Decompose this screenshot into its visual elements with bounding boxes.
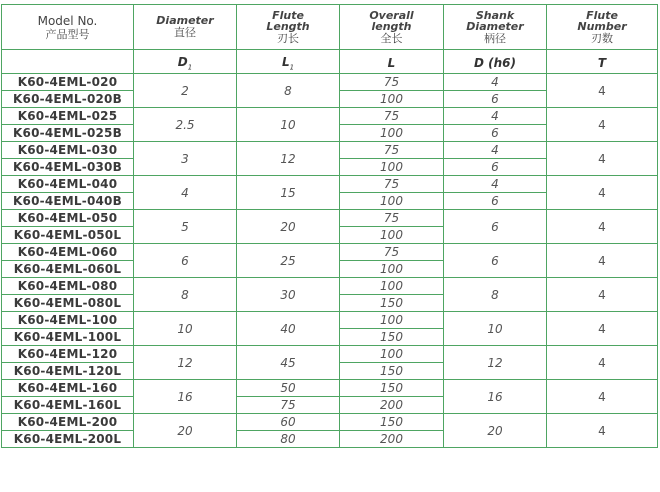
symbol-flute-length: $L_1$: [237, 50, 340, 74]
overall-length-cell: 100: [340, 261, 444, 278]
header-shank-diameter: Shank Diameter 柄径: [444, 5, 547, 50]
shank-diameter-cell: 4: [444, 176, 547, 193]
table-row: [2, 142, 658, 159]
overall-length-cell: 100: [340, 193, 444, 210]
header-diameter: Diameter 直径: [134, 5, 237, 50]
flute-number-cell: 4: [547, 108, 658, 142]
header-row: [2, 5, 658, 50]
overall-length-cell: 75: [340, 210, 444, 227]
symbol-shank-diameter: D (h6): [444, 50, 547, 74]
overall-length-cell: 200: [340, 431, 444, 448]
model-cell: K60-4EML-120: [2, 346, 134, 363]
shank-diameter-cell: 6: [444, 125, 547, 142]
model-cell: K60-4EML-050L: [2, 227, 134, 244]
flute-length-cell: 80: [237, 431, 340, 448]
table-row: [2, 108, 658, 125]
overall-length-cell: 75: [340, 108, 444, 125]
overall-length-cell: 150: [340, 363, 444, 380]
overall-length-cell: 100: [340, 227, 444, 244]
flute-length-cell: 50: [237, 380, 340, 397]
diameter-cell: 12: [134, 346, 237, 380]
diameter-cell: 5: [134, 210, 237, 244]
model-cell: K60-4EML-050: [2, 210, 134, 227]
shank-diameter-cell: 6: [444, 91, 547, 108]
flute-length-cell: 12: [237, 142, 340, 176]
symbol-overall-length: L: [340, 50, 444, 74]
flute-length-cell: 8: [237, 74, 340, 108]
flute-length-cell: 20: [237, 210, 340, 244]
table-row: [2, 414, 658, 431]
shank-diameter-cell: 6: [444, 244, 547, 278]
overall-length-cell: 100: [340, 278, 444, 295]
model-cell: K60-4EML-040: [2, 176, 134, 193]
symbol-flute-number: T: [547, 50, 658, 74]
table-row: [2, 312, 658, 329]
model-cell: K60-4EML-030B: [2, 159, 134, 176]
overall-length-cell: 150: [340, 329, 444, 346]
flute-number-cell: 4: [547, 414, 658, 448]
shank-diameter-cell: 4: [444, 142, 547, 159]
model-cell: K60-4EML-080: [2, 278, 134, 295]
flute-number-cell: 4: [547, 244, 658, 278]
diameter-cell: 2.5: [134, 108, 237, 142]
model-cell: K60-4EML-200L: [2, 431, 134, 448]
symbol-diameter: $D_1$: [134, 50, 237, 74]
header-flute-number: Flute Number 刃数: [547, 5, 658, 50]
overall-length-cell: 100: [340, 125, 444, 142]
symbol-model-empty: [2, 50, 134, 74]
overall-length-cell: 75: [340, 176, 444, 193]
model-cell: K60-4EML-080L: [2, 295, 134, 312]
flute-length-cell: 60: [237, 414, 340, 431]
diameter-cell: 20: [134, 414, 237, 448]
symbol-row: [2, 50, 658, 74]
flute-number-cell: 4: [547, 176, 658, 210]
flute-length-cell: 25: [237, 244, 340, 278]
table-row: [2, 244, 658, 261]
model-cell: K60-4EML-160: [2, 380, 134, 397]
overall-length-cell: 75: [340, 142, 444, 159]
overall-length-cell: 150: [340, 295, 444, 312]
flute-length-cell: 40: [237, 312, 340, 346]
shank-diameter-cell: 8: [444, 278, 547, 312]
shank-diameter-cell: 12: [444, 346, 547, 380]
table-row: [2, 74, 658, 91]
shank-diameter-cell: 16: [444, 380, 547, 414]
flute-number-cell: 4: [547, 142, 658, 176]
diameter-cell: 4: [134, 176, 237, 210]
model-cell: K60-4EML-025: [2, 108, 134, 125]
overall-length-cell: 200: [340, 397, 444, 414]
model-cell: K60-4EML-025B: [2, 125, 134, 142]
model-cell: K60-4EML-160L: [2, 397, 134, 414]
table-row: [2, 176, 658, 193]
diameter-cell: 8: [134, 278, 237, 312]
model-cell: K60-4EML-060: [2, 244, 134, 261]
flute-length-cell: 15: [237, 176, 340, 210]
header-model: Model No. 产品型号: [2, 5, 134, 50]
diameter-cell: 3: [134, 142, 237, 176]
flute-length-cell: 45: [237, 346, 340, 380]
shank-diameter-cell: 4: [444, 74, 547, 91]
shank-diameter-cell: 6: [444, 210, 547, 244]
overall-length-cell: 100: [340, 159, 444, 176]
diameter-cell: 6: [134, 244, 237, 278]
model-cell: K60-4EML-030: [2, 142, 134, 159]
model-cell: K60-4EML-020B: [2, 91, 134, 108]
flute-length-cell: 75: [237, 397, 340, 414]
flute-number-cell: 4: [547, 278, 658, 312]
model-cell: K60-4EML-120L: [2, 363, 134, 380]
overall-length-cell: 150: [340, 380, 444, 397]
flute-number-cell: 4: [547, 380, 658, 414]
header-flute-length: Flute Length 刃长: [237, 5, 340, 50]
shank-diameter-cell: 4: [444, 108, 547, 125]
spec-table: [1, 4, 658, 448]
shank-diameter-cell: 20: [444, 414, 547, 448]
table-row: [2, 346, 658, 363]
model-cell: K60-4EML-020: [2, 74, 134, 91]
flute-length-cell: 10: [237, 108, 340, 142]
shank-diameter-cell: 10: [444, 312, 547, 346]
diameter-cell: 16: [134, 380, 237, 414]
diameter-cell: 2: [134, 74, 237, 108]
table-row: [2, 210, 658, 227]
overall-length-cell: 100: [340, 346, 444, 363]
flute-number-cell: 4: [547, 74, 658, 108]
shank-diameter-cell: 6: [444, 193, 547, 210]
overall-length-cell: 100: [340, 91, 444, 108]
spec-body: [2, 74, 658, 448]
overall-length-cell: 150: [340, 414, 444, 431]
diameter-cell: 10: [134, 312, 237, 346]
flute-length-cell: 30: [237, 278, 340, 312]
model-cell: K60-4EML-100L: [2, 329, 134, 346]
flute-number-cell: 4: [547, 312, 658, 346]
table-row: [2, 380, 658, 397]
overall-length-cell: 75: [340, 244, 444, 261]
flute-number-cell: 4: [547, 210, 658, 244]
model-cell: K60-4EML-100: [2, 312, 134, 329]
table-row: [2, 278, 658, 295]
model-cell: K60-4EML-040B: [2, 193, 134, 210]
overall-length-cell: 75: [340, 74, 444, 91]
model-cell: K60-4EML-200: [2, 414, 134, 431]
overall-length-cell: 100: [340, 312, 444, 329]
model-cell: K60-4EML-060L: [2, 261, 134, 278]
flute-number-cell: 4: [547, 346, 658, 380]
shank-diameter-cell: 6: [444, 159, 547, 176]
header-overall-length: Overall length 全长: [340, 5, 444, 50]
